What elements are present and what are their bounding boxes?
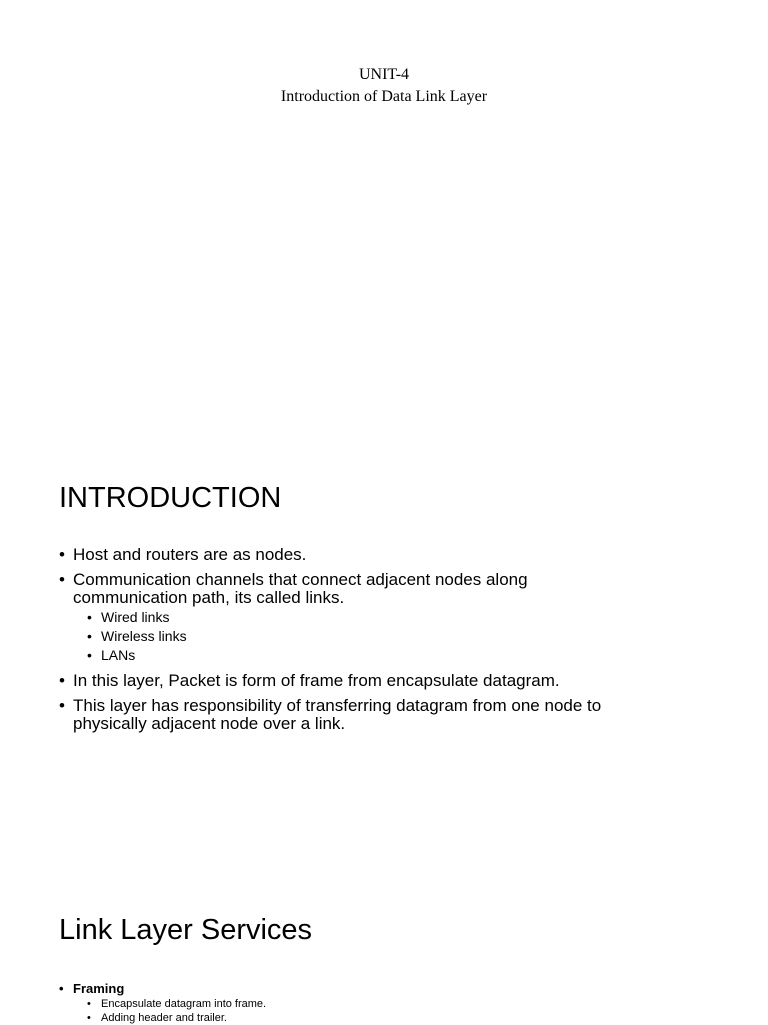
- sub-list-item: • Wired links: [87, 608, 739, 627]
- sub-list-item: • Encapsulate datagram into frame.: [87, 997, 739, 1011]
- bullet-text: Host and routers are as nodes.: [73, 545, 307, 564]
- sub-list-item: • Wireless links: [87, 627, 739, 646]
- cover-slide: [0, 64, 768, 108]
- intro-bullet-list: [59, 546, 739, 740]
- bullet-text-continued: physically adjacent node over a link.: [73, 714, 346, 733]
- services-slide-title: Link Layer Services: [59, 914, 313, 946]
- bullet-text: • Communication channels that connect adjacent nodes along: [73, 570, 528, 589]
- sub-bullet-list: [73, 608, 739, 665]
- sub-list-item: • Adding header and trailer.: [87, 1011, 739, 1025]
- sub-bullet-list: [73, 997, 739, 1025]
- document-title: Introduction of Data Link Layer: [280, 88, 488, 105]
- bullet-text-continued: communication path, its called links.: [73, 588, 345, 607]
- list-item: [59, 571, 739, 665]
- list-item: [59, 546, 739, 564]
- list-item: [59, 672, 739, 690]
- list-item: [59, 981, 739, 1025]
- services-bullet-list: [59, 981, 739, 1025]
- bullet-text: In this layer, Packet is form of frame from encapsulate datagram.: [73, 671, 560, 690]
- intro-slide-title: INTRODUCTION: [59, 482, 282, 514]
- sub-list-item: • LANs: [87, 646, 739, 665]
- bullet-text: • This layer has responsibility of transferring datagram from one node to: [73, 696, 602, 715]
- list-item: [59, 697, 739, 733]
- bullet-text: Framing: [73, 981, 125, 996]
- unit-label: UNIT-4: [358, 66, 410, 83]
